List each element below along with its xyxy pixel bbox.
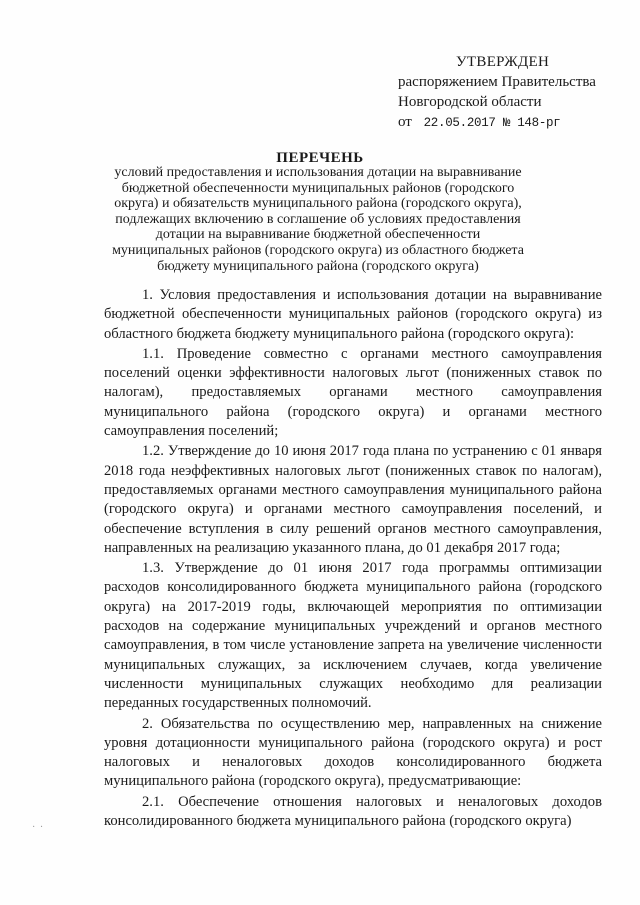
approval-line-1: распоряжением Правительства <box>398 74 596 90</box>
approval-date-prefix: от <box>398 114 412 130</box>
paragraph-1-3: 1.3. Утверждение до 01 июня 2017 года программы оптимизации расходов консолидированного бюджета муниципального района (городского округа) на 2017-2019 годы, включающей мероприятия по оптимизации расходов на содержание муниципальных учреждений и органов местного самоуправления, в том числе установление запрета на увеличение численности муниципальных служащих, за исключением случаев, когда увеличение численности муниципальных служащих необходимо для реализации переданных государственных полномочий. <box>104 560 602 712</box>
document-subtitle: условий предоставления и использования дотации на выравнивание бюджетной обеспеченности муниципальных районов (городского округа) и обязательств муниципального района (городского округа), подлежащих включению в соглашение об условиях предоставления дотации на выравнивание бюджетной обеспеченности муниципальных районов (городского округа) из областного бюджета бюджету муниципального района (городского округа) <box>112 165 524 274</box>
approval-line-2: Новгородской области <box>398 94 542 110</box>
document-body <box>104 286 602 831</box>
margin-mark: · · <box>32 822 45 833</box>
paragraph-2-1: 2.1. Обеспечение отношения налоговых и неналоговых доходов консолидированного бюджета муниципального района (городского округа) <box>104 793 602 830</box>
approval-date-stamp: 22.05.2017 № 148-рг <box>423 116 561 130</box>
paragraph-2: 2. Обязательства по осуществлению мер, направленных на снижение уровня дотационности муниципального района (городского округа) и рост налоговых и неналоговых доходов консолидированного бюджета муниципального района (городского округа), предусматривающие: <box>104 715 602 790</box>
document-heading: ПЕРЕЧЕНЬ <box>276 150 364 166</box>
approval-date-line <box>398 112 628 133</box>
paragraph-1-2: 1.2. Утверждение до 10 июня 2017 года плана по устранению с 01 января 2018 года неэффективных налоговых льгот (пониженных ставок по налогам), предоставляемых органами местного самоуправления муниципального района (городского округа) и органами местного самоуправления поселений, и обеспечение вступления в силу решений органов местного самоуправления, направленных на реализацию указанного плана, до 01 декабря 2017 года; <box>104 443 602 556</box>
approval-block <box>398 52 628 133</box>
paragraph-1-1: 1.1. Проведение совместно с органами местного самоуправления поселений оценки эффективности налоговых льгот (пониженных ставок по налогам), предоставляемых органами местного самоуправления муниципального района (городского округа) и органами местного самоуправления поселений; <box>104 345 602 440</box>
approval-title: УТВЕРЖДЕН <box>456 54 550 70</box>
paragraph-1: 1. Условия предоставления и использования дотации на выравнивание бюджетной обеспеченности муниципальных районов (городского округа) из областного бюджета бюджету муниципального района (городского округа): <box>104 287 602 342</box>
